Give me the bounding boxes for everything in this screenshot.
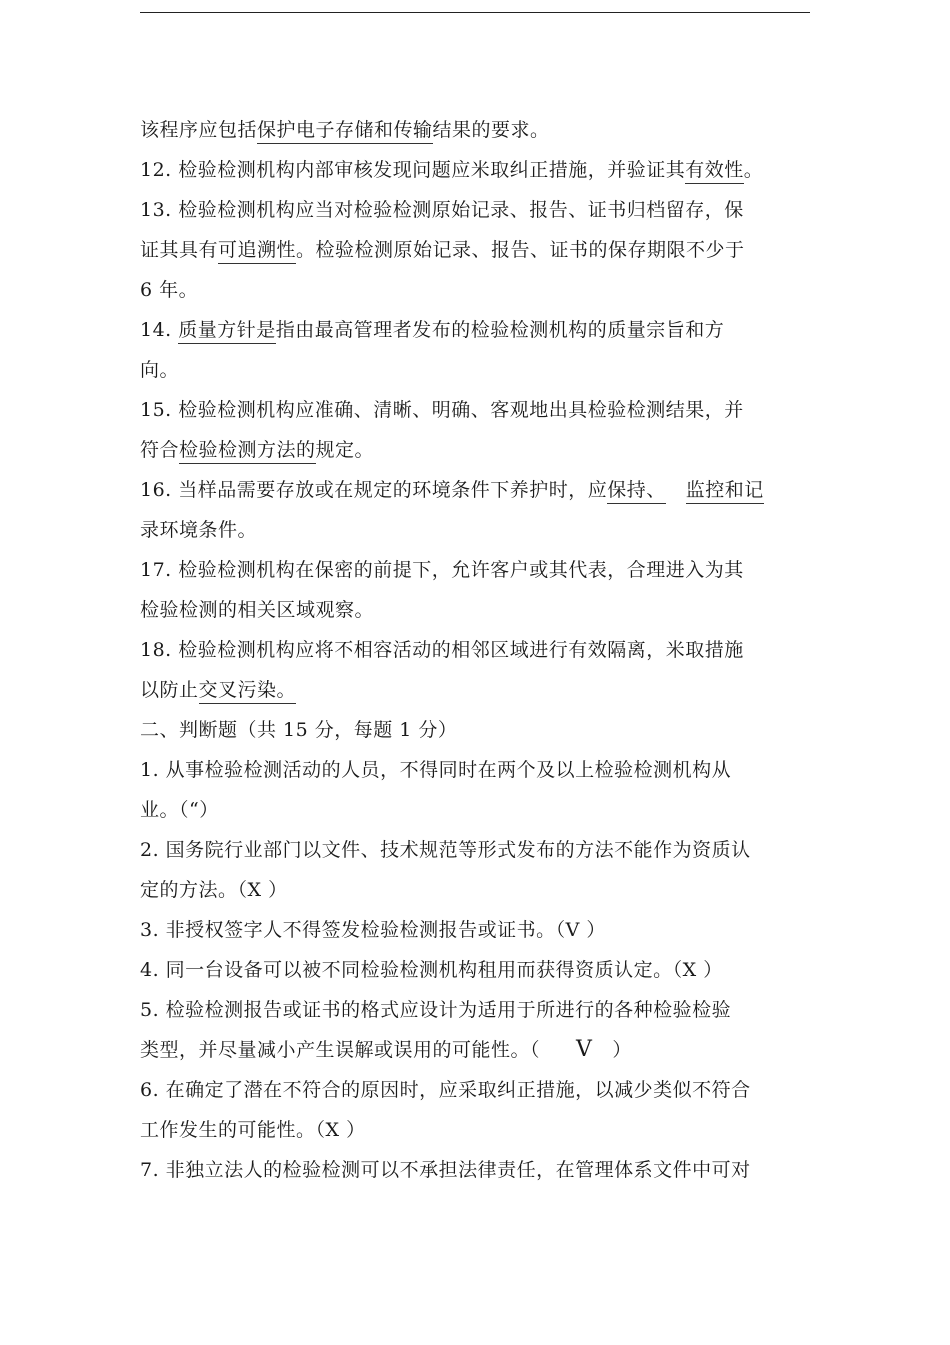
text-line — [140, 755, 800, 795]
text-segment: 该程序应包括 — [140, 119, 258, 141]
text-line — [140, 235, 800, 275]
text-segment: 18. 检验检测机构应将不相容活动的相邻区域进行有效隔离，米取措施 — [140, 639, 744, 661]
text-segment: 以防止 — [140, 679, 199, 701]
text-segment: 12. 检验检测机构内部审核发现问题应米取纠正措施，并验证其 — [140, 159, 686, 181]
text-segment: 类型，并尽量减小产生误解或误用的可能性。（ — [140, 1039, 541, 1061]
text-segment: 工作发生的可能性。（X ） — [140, 1119, 366, 1141]
text-segment: 17. 检验检测机构在保密的前提下，允许客户或其代表，合理进入为其 — [140, 559, 744, 581]
text-line — [140, 115, 800, 155]
text-line — [140, 995, 800, 1035]
text-line — [140, 435, 800, 475]
filled-blank: 保护电子存储和传输 — [257, 119, 433, 144]
text-segment: 检验检测的相关区域观察。 — [140, 599, 375, 621]
text-segment: 5. 检验检测报告或证书的格式应设计为适用于所进行的各种检验检验 — [140, 999, 732, 1021]
text-segment: 规定。 — [315, 439, 375, 461]
filled-blank: 质量方针是 — [178, 319, 276, 344]
filled-blank: 有效性 — [685, 159, 744, 184]
text-segment: 7. 非独立法人的检验检测可以不承担法律责任，在管理体系文件中可对 — [140, 1159, 751, 1181]
text-line — [140, 1115, 800, 1155]
text-line — [140, 875, 800, 915]
text-line — [140, 1035, 800, 1075]
text-line — [140, 1075, 800, 1115]
document-body — [140, 115, 800, 1195]
filled-blank: 检验检测方法的 — [179, 439, 316, 464]
header-rule — [140, 12, 810, 13]
text-line — [140, 635, 800, 675]
text-line — [140, 155, 800, 195]
filled-blank: 交叉污染。 — [199, 679, 297, 704]
text-line — [140, 515, 800, 555]
text-line — [140, 355, 800, 395]
text-segment: 3. 非授权签字人不得签发检验检测报告或证书。（V ） — [140, 919, 606, 941]
text-segment: ） — [612, 1039, 632, 1061]
text-line — [140, 835, 800, 875]
text-line — [140, 1155, 800, 1195]
text-segment: 。 — [743, 159, 764, 181]
text-segment: 。检验检测原始记录、报告、证书的保存期限不少于 — [296, 239, 745, 261]
text-segment: 业。（“） — [140, 799, 219, 821]
text-segment: 证其具有 — [140, 239, 219, 261]
text-segment: 6. 在确定了潜在不符合的原因时，应采取纠正措施，以减少类似不符合 — [140, 1079, 751, 1101]
text-segment: 16. 当样品需要存放或在规定的环境条件下养护时，应 — [140, 479, 608, 501]
text-segment: 13. 检验检测机构应当对检验检测原始记录、报告、证书归档留存，保 — [140, 199, 744, 221]
text-line — [140, 275, 800, 315]
text-segment: 1. 从事检验检测活动的人员，不得同时在两个及以上检验检测机构从 — [140, 759, 732, 781]
text-line — [140, 395, 800, 435]
text-line — [140, 195, 800, 235]
text-line — [140, 915, 800, 955]
text-segment: 二、判断题（共 15 分，每题 1 分） — [140, 719, 458, 741]
filled-blank: 可追溯性 — [218, 239, 296, 264]
text-segment: 指由最高管理者发布的检验检测机构的质量宗旨和方 — [275, 319, 725, 341]
text-segment: 录环境条件。 — [140, 519, 258, 541]
text-segment: 14. — [140, 319, 179, 341]
text-line — [140, 595, 800, 635]
text-segment: 向。 — [140, 359, 180, 381]
text-line — [140, 555, 800, 595]
text-segment: 6 年。 — [140, 279, 199, 301]
answer-mark: V — [576, 1037, 593, 1062]
filled-blank: 保持、 — [607, 479, 666, 504]
text-line — [140, 475, 800, 515]
filled-blank: 监控和记 — [686, 479, 764, 504]
text-segment: 结果的要求。 — [432, 119, 550, 141]
text-segment: 定的方法。（X ） — [140, 879, 288, 901]
text-segment: 4. 同一台设备可以被不同检验检测机构租用而获得资质认定。（X ） — [140, 959, 723, 981]
text-line — [140, 955, 800, 995]
section-heading — [140, 715, 800, 755]
text-line — [140, 795, 800, 835]
text-line — [140, 315, 800, 355]
text-line — [140, 675, 800, 715]
text-segment: 2. 国务院行业部门以文件、技术规范等形式发布的方法不能作为资质认 — [140, 839, 751, 861]
text-segment: 符合 — [140, 439, 180, 461]
text-segment: 15. 检验检测机构应准确、清晰、明确、客观地出具检验检测结果，并 — [140, 399, 744, 421]
